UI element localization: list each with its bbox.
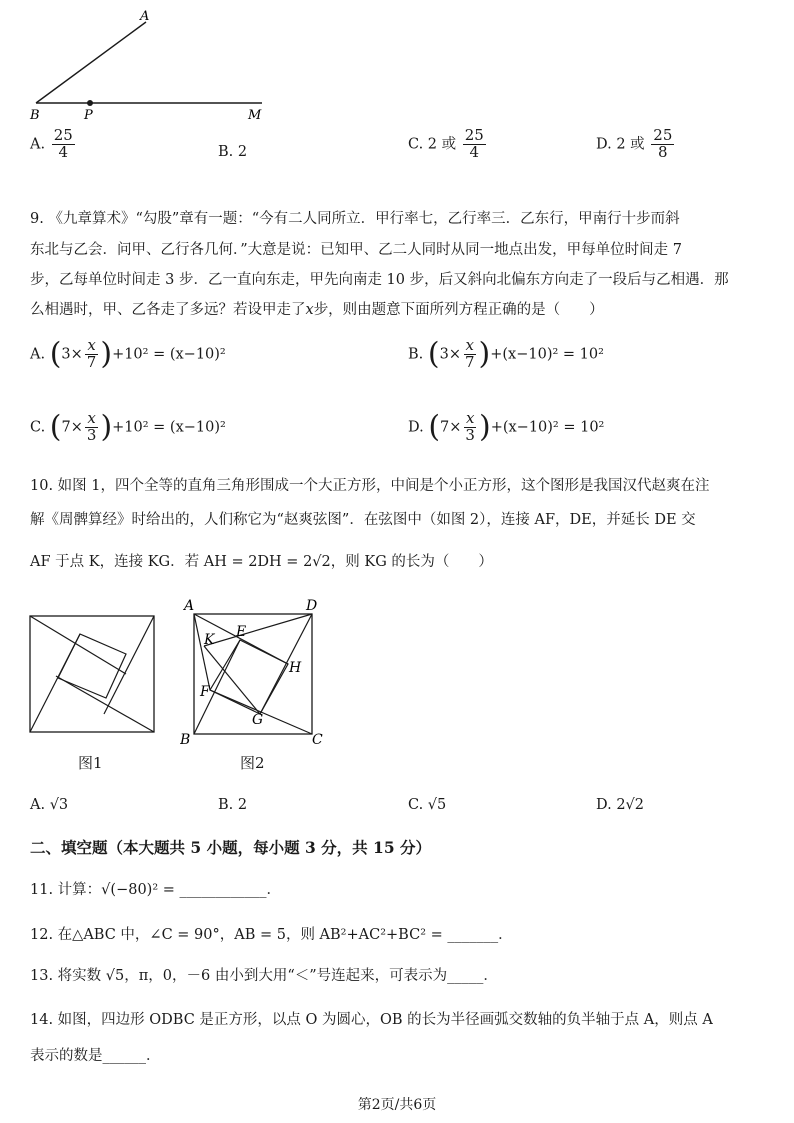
figure-1-zhao-shuang	[28, 614, 158, 736]
q9-line-3: 步，乙每单位时间走 3 步．乙一直向东走，甲先向南走 10 步，后又斜向北偏东方向走了一段后与乙相遇．那	[30, 272, 729, 288]
option-prefix: D. 2 或	[596, 136, 645, 153]
q14-line-2: 表示的数是______．	[30, 1048, 161, 1064]
q9-line-2: 东北与乙会．问甲、乙行各几何．”大意是说：已知甲、乙二人同时从同一地点出发，甲每单位时间走 7	[30, 242, 682, 258]
q10-option-a[interactable]: A. √3	[30, 797, 69, 813]
q8-option-a[interactable]	[30, 128, 77, 161]
fraction: $\frac{25}{4}$	[464, 126, 484, 161]
label-b: B	[30, 108, 40, 123]
q14-line-1: 14. 如图，四边形 ODBC 是正方形，以点 O 为圆心，OB 的长为半径画弧交数轴的负半轴于点 A，则点 A	[30, 1012, 713, 1028]
fraction: $\frac{25}{8}$	[653, 126, 673, 161]
q12-text: 12. 在△ABC 中，∠C = 90°，AB = 5，则 AB²+AC²+BC² = _______．	[30, 927, 513, 943]
label-e: E	[236, 624, 247, 640]
q10-line-2: 解《周髀算经》时给出的，人们称它为“赵爽弦图”．在弦图中（如图 2），连接 AF，DE，并延长 DE 交	[30, 512, 696, 528]
q10-option-d[interactable]: D. 2√2	[596, 797, 645, 813]
q10-option-b[interactable]: B. 2	[218, 797, 248, 813]
q9-option-b[interactable]: B. (3× $\frac{x}{7}$ )+(x−10)² = 10²	[408, 336, 604, 372]
figure-2-zhao-shuang	[180, 596, 330, 748]
q10-line-3: AF 于点 K，连接 KG．若 AH = 2DH = 2√2，则 KG 的长为（ ）	[30, 554, 493, 570]
q9-line-4: 么相遇时，甲、乙各走了多远？若设甲走了x步，则由题意下面所列方程正确的是（ ）	[30, 302, 604, 318]
angle-figure	[26, 8, 276, 123]
q10-line-1: 10. 如图 1，四个全等的直角三角形围成一个大正方形，中间是个小正方形，这个图形是我国汉代赵爽在注	[30, 478, 710, 494]
figure-1-caption: 图1	[78, 754, 103, 772]
q9-option-c[interactable]: C. (7× $\frac{x}{3}$ )+10² = (x−10)²	[30, 409, 226, 445]
q10-option-c[interactable]: C. √5	[408, 797, 447, 813]
option-letter: A.	[30, 136, 46, 153]
page-footer: 第2页/共6页	[357, 1097, 437, 1113]
q13-text: 13. 将实数 √5，π，0，－6 由小到大用“＜”号连起来，可表示为_____．	[30, 968, 498, 984]
q11-text: 11. 计算：√(−80)² = ____________．	[30, 882, 282, 898]
q8-option-b[interactable]: B. 2	[218, 144, 248, 160]
label-c: C	[312, 732, 323, 748]
label-m: M	[248, 108, 262, 123]
q9-line-1: 9. 《九章算术》“勾股”章有一题：“今有二人同所立．甲行率七，乙行率三．乙东行，甲南行十步而斜	[30, 211, 680, 227]
section-2-title: 二、填空题（本大题共 5 小题，每小题 3 分，共 15 分）	[30, 838, 432, 857]
label-f: F	[200, 684, 210, 700]
label-a: A	[140, 9, 150, 24]
label-g: G	[252, 712, 264, 728]
figure-2-caption: 图2	[240, 754, 265, 772]
q8-option-d[interactable]	[596, 128, 676, 161]
option-prefix: C. 2 或	[408, 136, 457, 153]
label-b: B	[180, 732, 191, 748]
q9-option-d[interactable]: D. (7× $\frac{x}{3}$ )+(x−10)² = 10²	[408, 409, 605, 445]
label-h: H	[289, 660, 302, 676]
fraction: $\frac{25}{4}$	[53, 126, 73, 161]
label-d: D	[306, 598, 318, 614]
label-a: A	[184, 598, 195, 614]
label-k: K	[204, 632, 215, 648]
label-p: P	[84, 108, 93, 123]
q9-option-a[interactable]: A. (3× $\frac{x}{7}$ )+10² = (x−10)²	[30, 336, 226, 372]
q8-option-c[interactable]	[408, 128, 488, 161]
